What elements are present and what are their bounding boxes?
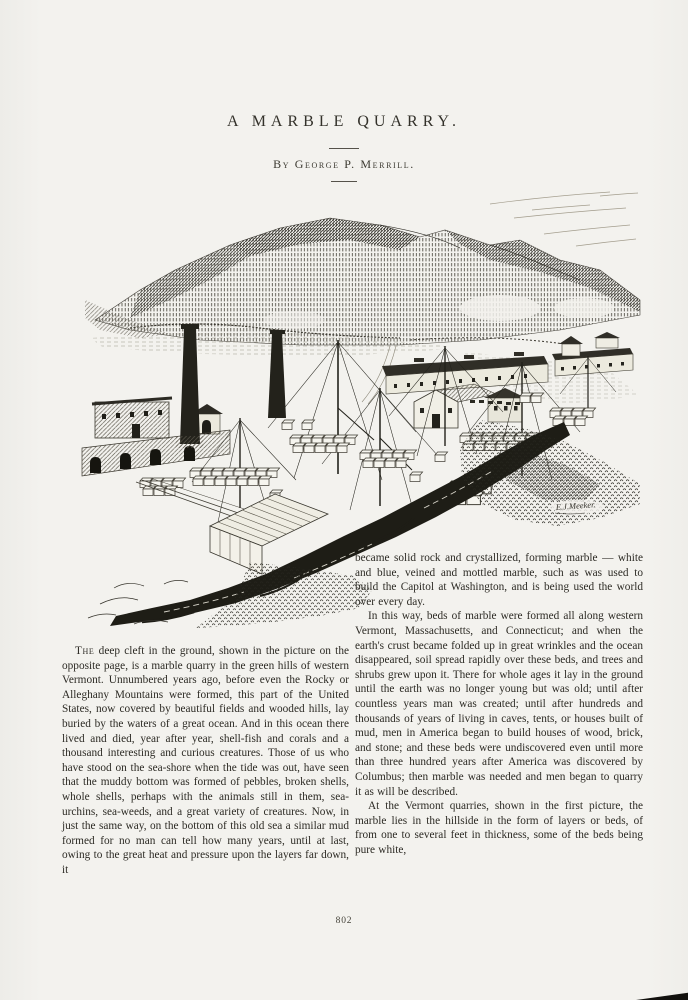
lead-word: The [75, 645, 95, 657]
article-byline: By George P. Merrill. [273, 157, 415, 171]
scan-edge-artifact [636, 992, 688, 1000]
paragraph-opening-text: deep cleft in the ground, shown in the picture on the opposite page, is a marble quarry in the green hills of western Vermont. Unnumbered years ago, before even the Rocky or Alleghany Mountains were formed, this part of the United States, now covered by beautiful fields and wooded hills, lay buried by the waters of a great ocean. And in this ocean there lived and died, year after year, shell-fish and corals and a thousand interesting and curious creatures. Those of us who have stood on the sea-shore when the tide was out, have seen that the muddy bottom was formed of pebbles, broken shells, whole shells, perhaps with the animals still in them, sea-urchins, sea-weeds, and a great variety of creatures. Now, in just the same way, on the bottom of this old sea a similar mud formed for no man can tell how many years, until at last, owing to the great heat and pressure upon the layers far down, it [62, 645, 349, 876]
mill-buildings-right [552, 332, 633, 376]
sky-strokes [490, 192, 638, 246]
text-column-left [62, 644, 349, 878]
text-column-right [355, 551, 643, 857]
signature-text: E.J.Meeker. [555, 499, 596, 512]
paragraph-vermont-quarries: At the Vermont quarries, shown in the first picture, the marble lies in the hillside in the form of layers or beds, of from one to several feet in thickness, some of the beds being pure white, [355, 800, 643, 856]
byline-rule [331, 181, 357, 182]
paragraph-opening [62, 644, 349, 878]
title-rule [329, 148, 359, 149]
article-title: A MARBLE QUARRY. [227, 113, 461, 130]
paragraph-continuation: became solid rock and crystallized, forming marble — white and blue, veined and mottled marble, such as was used to build the Capitol at Washington, and is being used the world over every day. [355, 552, 643, 608]
page-number: 802 [335, 916, 353, 926]
mountain [85, 218, 640, 345]
paragraph-marble-beds: In this way, beds of marble were formed all along western Vermont, Massachusetts, and Connecticut; and when the earth's crust became folded up in great wrinkles and the ocean disappeared, soil spread rapidly over these beds, and trees and shrubs grew upon it. There for whole ages it lay in the ground until the earth was no longer young but was old; until after countless years man was created; until after hundreds and thousands of years of living in caves, tents, or houses built of mud, men in America began to build houses of wood, brick, and stone; and these beds were undiscovered even until more than three hundred years after America was discovered by Columbus; then marble was needed and men began to quarry it as will be described. [355, 610, 643, 798]
stone-mill-left [92, 398, 223, 438]
